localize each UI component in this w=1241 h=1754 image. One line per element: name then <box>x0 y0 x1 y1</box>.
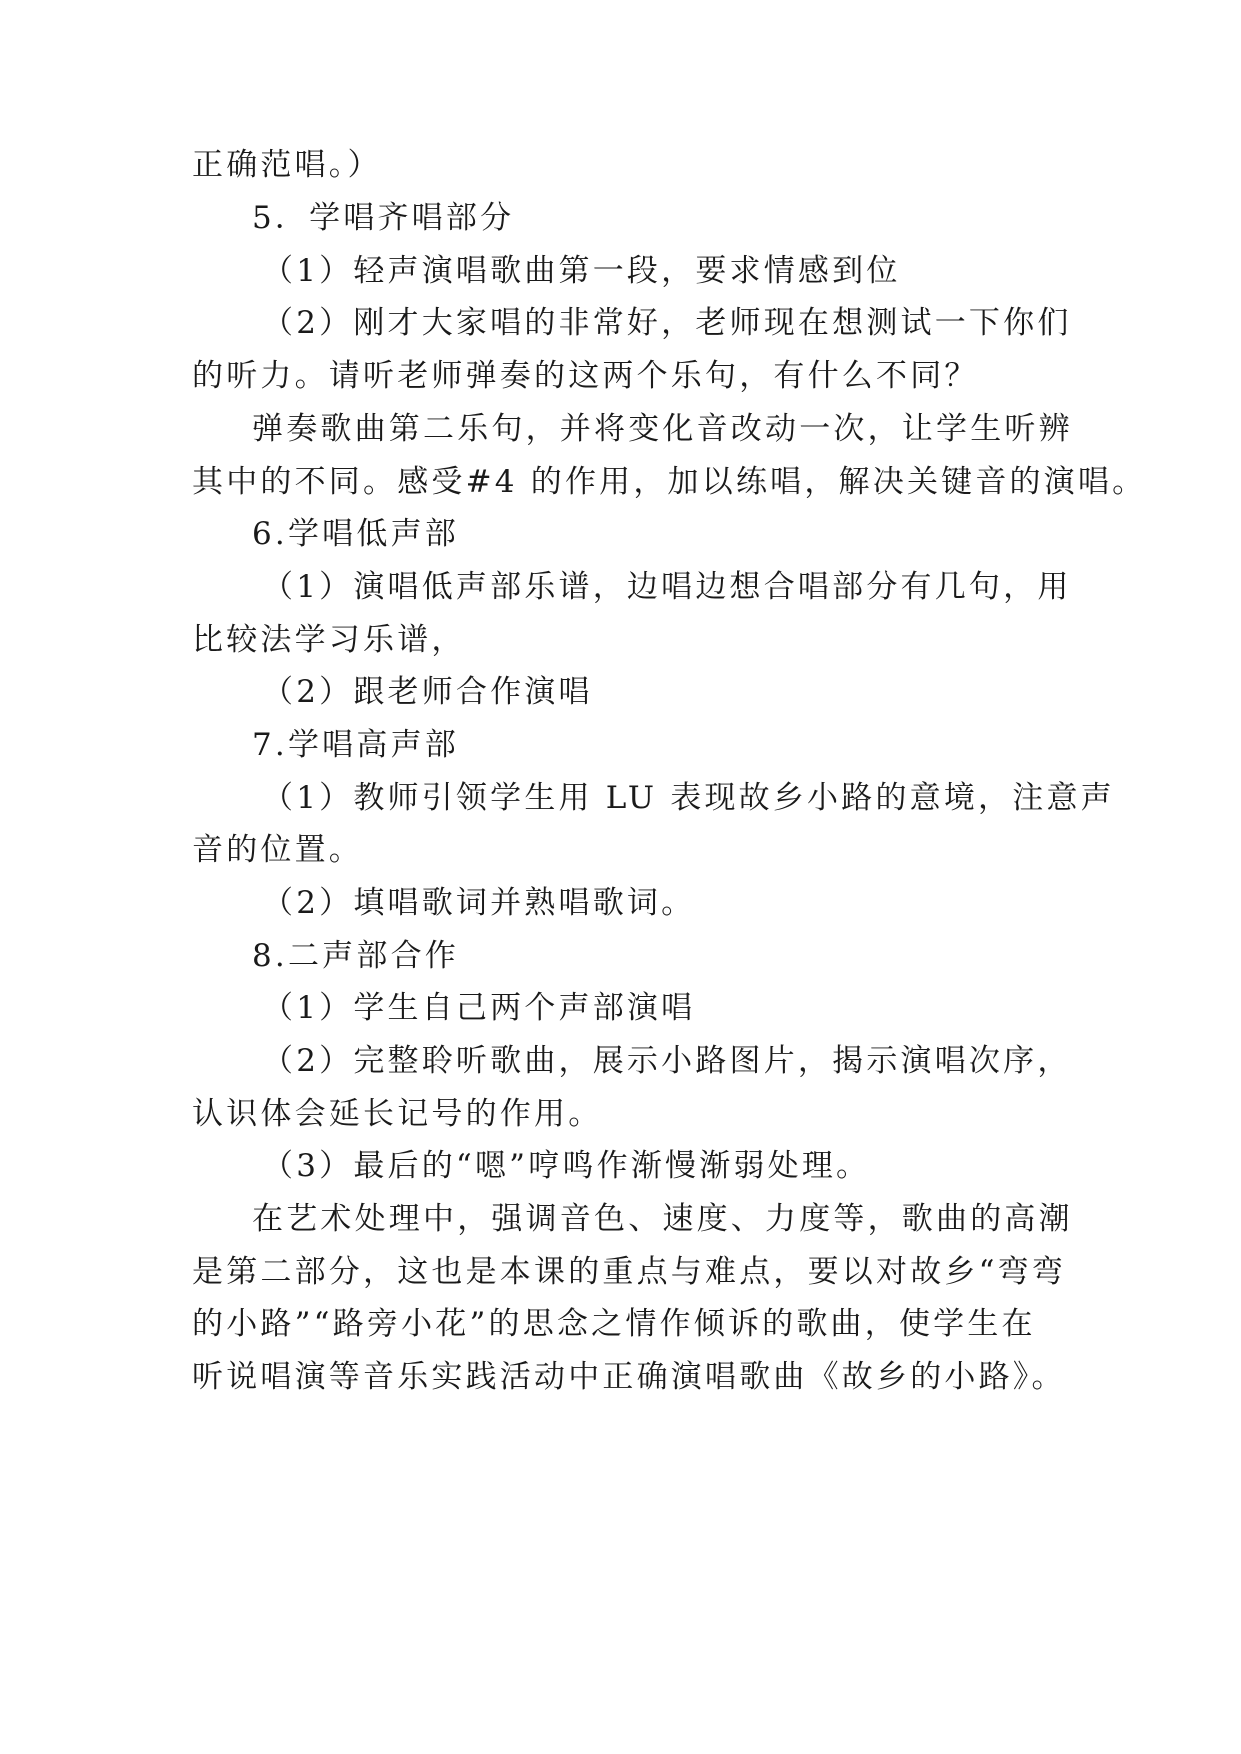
paragraph-line: 是第二部分，这也是本课的重点与难点，要以对故乡“弯弯 <box>192 1254 1067 1290</box>
text-line: 认识体会延长记号的作用。 <box>192 1096 603 1132</box>
list-item: （2）完整聆听歌曲，展示小路图片，揭示演唱次序， <box>262 1043 1072 1079</box>
paragraph-line: 的小路”“路旁小花”的思念之情作倾诉的歌曲，使学生在 <box>192 1306 1036 1342</box>
list-item: （2）填唱歌词并熟唱歌词。 <box>262 885 696 921</box>
text-line: 音的位置。 <box>192 832 363 868</box>
section-heading: 5．学唱齐唱部分 <box>252 200 515 236</box>
list-item: （1）演唱低声部乐谱，边唱边想合唱部分有几句，用 <box>262 569 1072 605</box>
paragraph-line: 弹奏歌曲第二乐句，并将变化音改动一次，让学生听辨 <box>252 411 1073 447</box>
list-item: （3）最后的“嗯”哼鸣作渐慢渐弱处理。 <box>262 1148 871 1184</box>
list-item: （1）学生自己两个声部演唱 <box>262 990 696 1026</box>
list-item: （1）轻声演唱歌曲第一段，要求情感到位 <box>262 253 901 289</box>
text-line: 的听力。请听老师弹奏的这两个乐句，有什么不同？ <box>192 358 979 394</box>
list-item: （1）教师引领学生用 LU 表现故乡小路的意境，注意声 <box>262 780 1115 816</box>
text-line: 比较法学习乐谱， <box>192 622 466 658</box>
text-line: 正确范唱。） <box>192 147 382 183</box>
section-heading: 6.学唱低声部 <box>252 516 459 552</box>
paragraph-line: 在艺术处理中，强调音色、速度、力度等，歌曲的高潮 <box>252 1201 1073 1237</box>
list-item: （2）跟老师合作演唱 <box>262 674 593 710</box>
paragraph-line: 听说唱演等音乐实践活动中正确演唱歌曲《故乡的小路》。 <box>192 1359 1066 1395</box>
paragraph-line: 其中的不同。感受#4 的作用，加以练唱，解决关键音的演唱。 <box>192 464 1147 500</box>
list-item: （2）刚才大家唱的非常好，老师现在想测试一下你们 <box>262 305 1072 341</box>
section-heading: 7.学唱高声部 <box>252 727 459 763</box>
section-heading: 8.二声部合作 <box>252 938 459 974</box>
